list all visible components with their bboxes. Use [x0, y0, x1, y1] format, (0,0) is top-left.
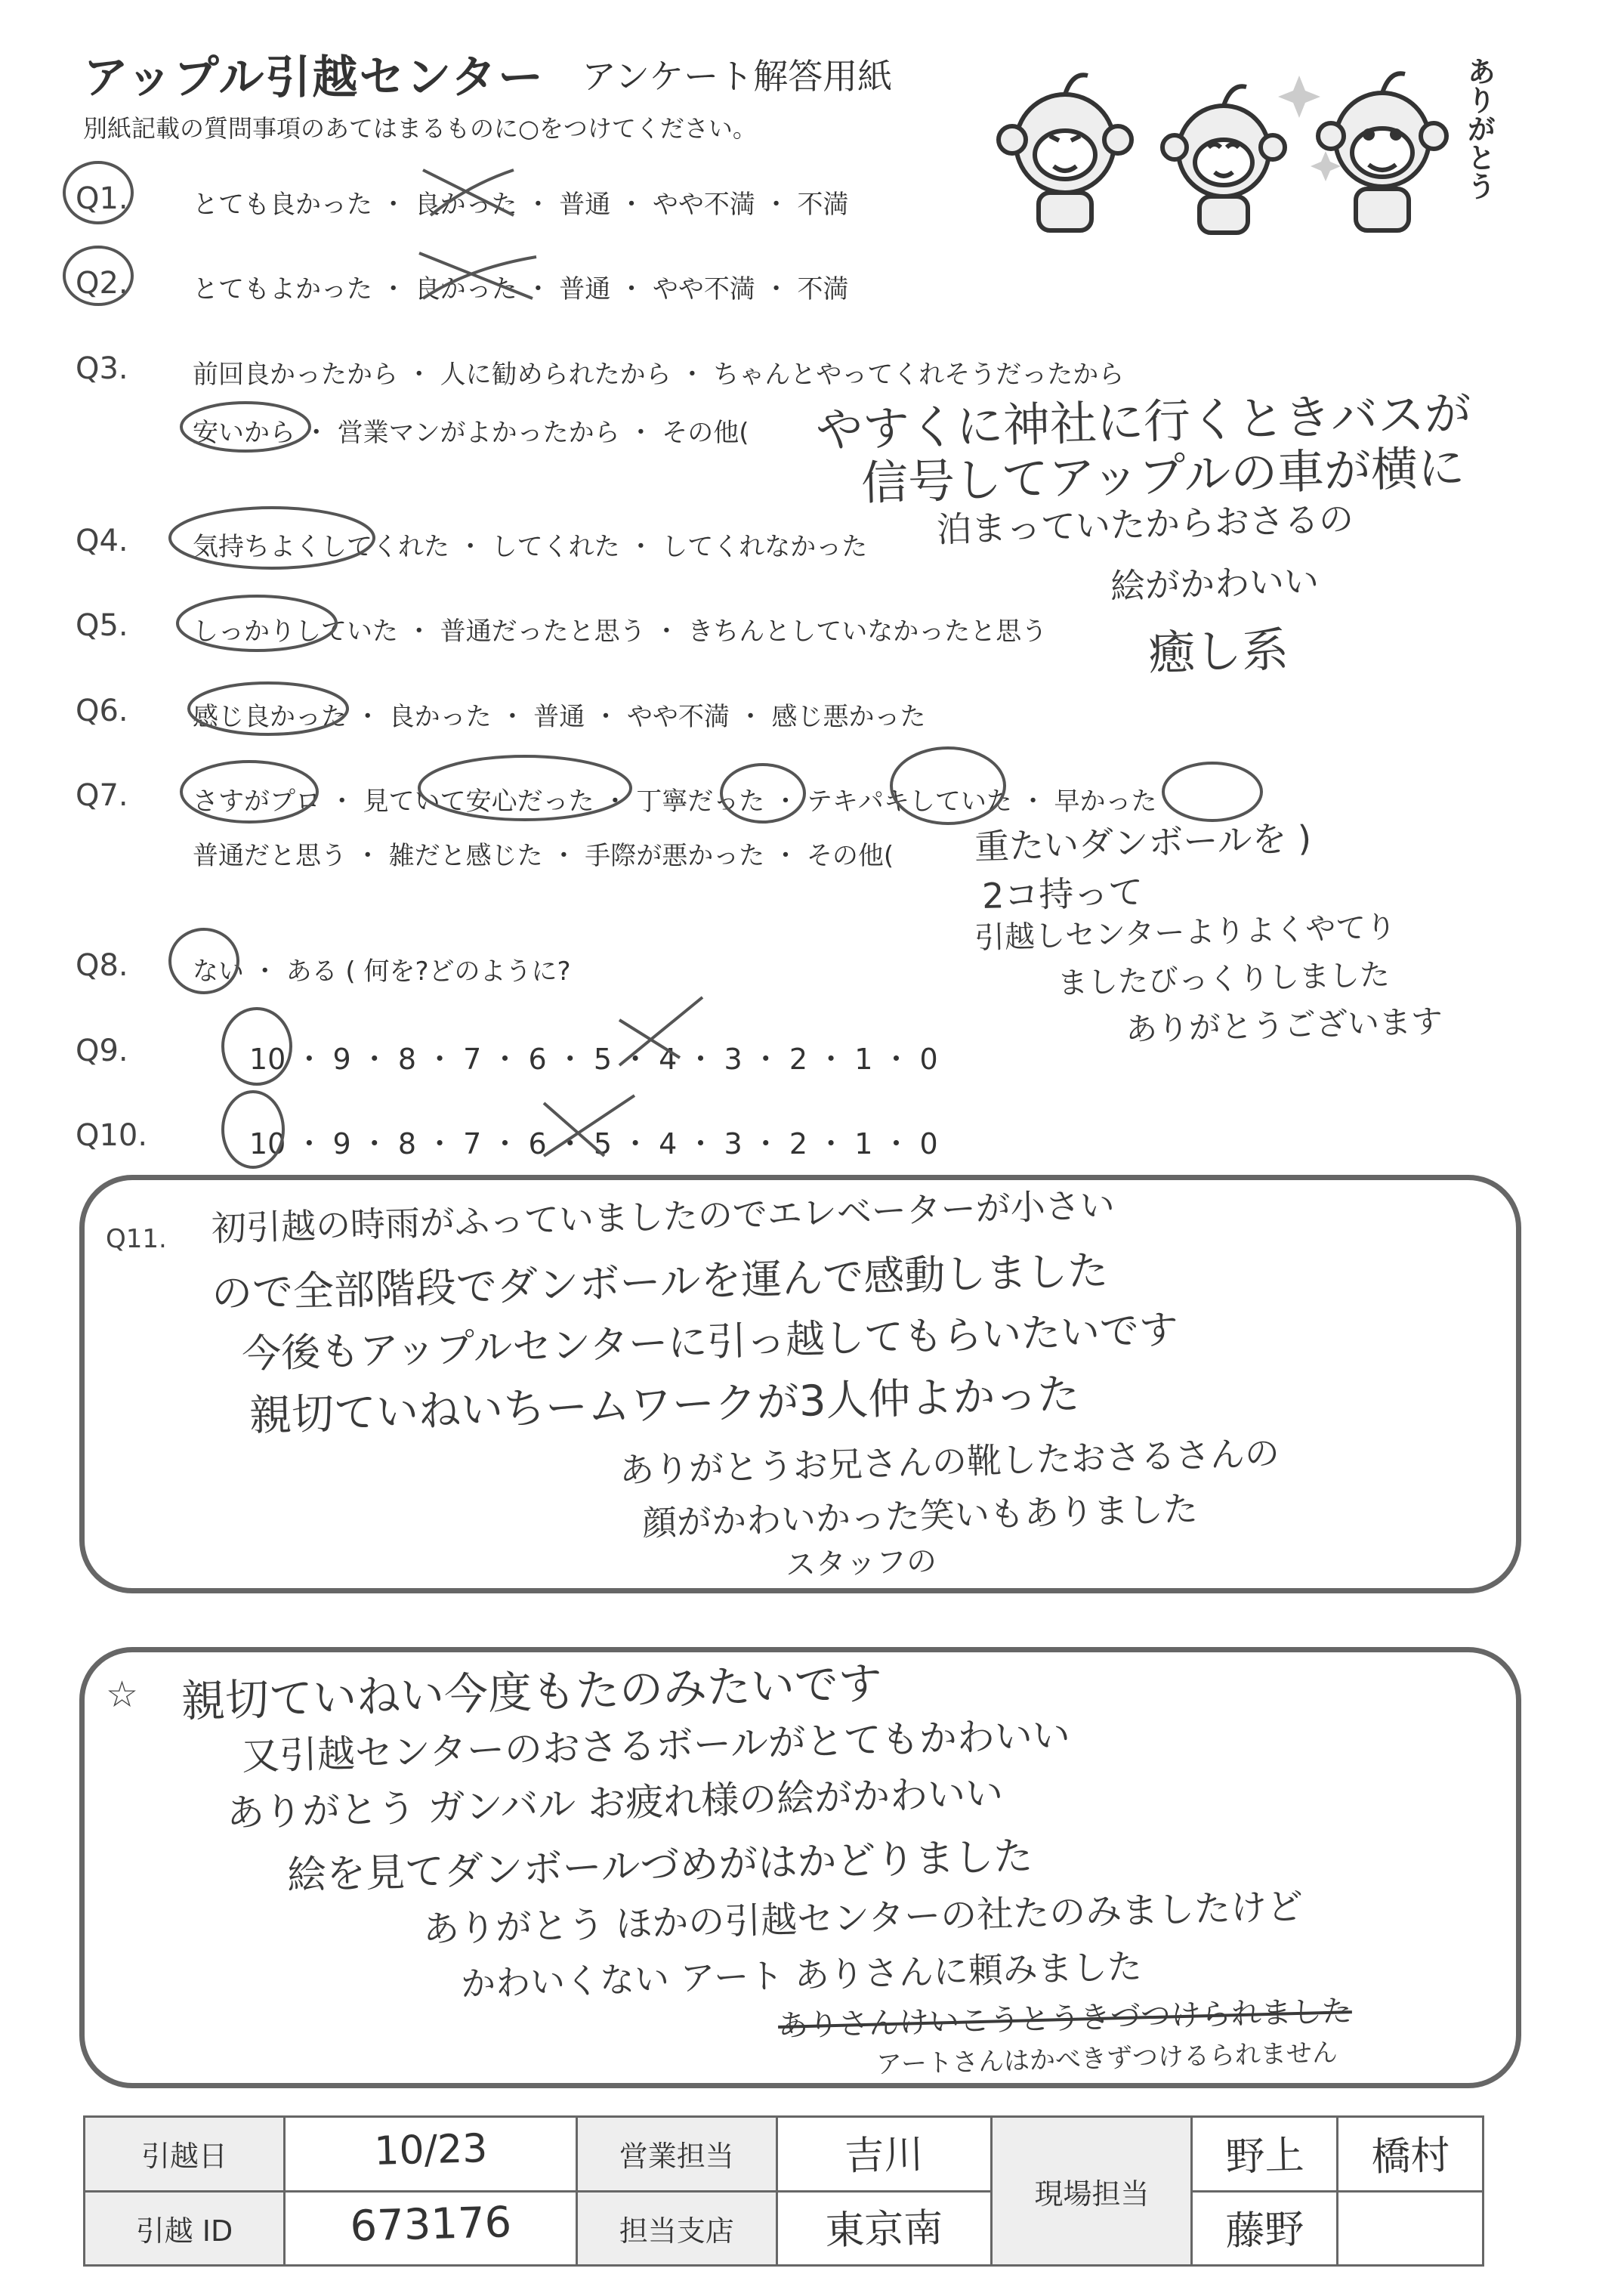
sales-label: 営業担当	[576, 2117, 776, 2192]
site-staff-1: 野上	[1191, 2112, 1338, 2191]
q6-label: Q6.	[76, 694, 128, 728]
star-handwriting-8: アートさんはかべきずつけるられません	[875, 2038, 1338, 2080]
q3-other-handwriting-1: やすくに神社に行くときバスが	[815, 385, 1472, 458]
star-icon: ☆	[106, 1673, 139, 1716]
q11-handwriting-6: 顔がかわいかった笑いもありました	[641, 1488, 1199, 1544]
q7-options-line1: さすがプロ ・ 見ていて安心だった ・ 丁寧だった ・ テキパキしていた ・ 早かった	[193, 786, 1157, 817]
star-handwriting-6: かわいくない アート ありさんに頼みました	[460, 1945, 1143, 2004]
q9-label: Q9.	[76, 1034, 128, 1068]
move-date-value: 10/23	[283, 2109, 577, 2191]
q7-other-handwriting-1: 重たいダンボールを )	[974, 817, 1312, 867]
q1-options: とても良かった ・ 良かった ・ 普通 ・ やや不満 ・ 不満	[193, 190, 849, 220]
q4-label: Q4.	[76, 524, 128, 558]
star-handwriting-2: 又引越センターのおさるボールがとてもかわいい	[241, 1713, 1071, 1778]
move-date-label: 引越日	[85, 2117, 285, 2192]
q11-handwriting-7: スタッフの	[785, 1544, 937, 1583]
star-handwriting-3: ありがとう ガンバル お疲れ様の絵がかわいい	[226, 1771, 1004, 1835]
q3-other-handwriting-3: 泊まっていたからおさるの	[936, 498, 1354, 550]
q7-other-handwriting-2: 2コ持って	[981, 871, 1144, 916]
q3-options-line2: 安いから ・ 営業マンがよかったから ・ その他(	[193, 418, 749, 448]
monkey-mascot-right-icon	[1318, 73, 1446, 230]
site-label: 現場担当	[992, 2117, 1192, 2266]
q11-handwriting-1: 初引越の時雨がふっていましたのでエレベーターが小さい	[211, 1184, 1116, 1249]
q11-handwriting-2: ので全部階段でダンボールを運んで感動しました	[211, 1246, 1109, 1318]
site-staff-3: 藤野	[1191, 2187, 1338, 2266]
monkey-mascot-left-icon	[999, 75, 1132, 230]
q9-scale: 10 ・ 9 ・ 8 ・ 7 ・ 6 ・ 5 ・ 4 ・ 3 ・ 2 ・ 1 ・ 0	[249, 1043, 938, 1076]
star-handwriting-5: ありがとう ほかの引越センターの社たのみましたけど	[422, 1885, 1304, 1951]
branch-label: 担当支店	[576, 2191, 776, 2266]
q11-label: Q11.	[106, 1224, 167, 1254]
star-handwriting-1: 親切ていねい今度もたのみたいです	[181, 1657, 883, 1727]
q4-options: 気持ちよくしてくれた ・ してくれた ・ してくれなかった	[193, 532, 868, 562]
monkey-mascots-illustration	[982, 45, 1480, 242]
move-id-label: 引越 ID	[85, 2191, 285, 2266]
footer-info-table	[83, 2115, 1484, 2267]
company-title: アップル引越センター	[83, 51, 545, 104]
q11-handwriting-5: ありがとうお兄さんの靴したおさるさんの	[619, 1432, 1280, 1491]
q3-other-handwriting-5: 癒し系	[1147, 622, 1290, 681]
q2-options: とてもよかった ・ 良かった ・ 普通 ・ やや不満 ・ 不満	[193, 274, 849, 304]
site-staff-empty	[1338, 2191, 1484, 2266]
q5-label: Q5.	[76, 608, 128, 643]
thanks-vertical-text: ありがとう	[1462, 57, 1496, 200]
q7-label: Q7.	[76, 778, 128, 813]
instruction-text: 別紙記載の質問事項のあてはまるものに○をつけてください。	[83, 114, 757, 143]
q3-options-line1: 前回良かったから ・ 人に勧められたから ・ ちゃんとやってくれそうだったから	[193, 360, 1125, 390]
q8-label: Q8.	[76, 948, 128, 983]
q8-options: ない ・ ある ( 何を?どのように?	[193, 956, 571, 987]
q11-handwriting-4: 親切ていねいちームワークが3人仲よかった	[249, 1370, 1081, 1441]
q7-other-handwriting-4: ましたびっくりしました	[1057, 957, 1391, 1001]
q11-handwriting-3: 今後もアップルセンターに引っ越してもらいたいです	[241, 1307, 1179, 1377]
monkey-mascot-middle-icon	[1162, 86, 1285, 233]
q3-other-handwriting-4: 絵がかわいい	[1110, 560, 1320, 607]
q3-label: Q3.	[76, 351, 128, 386]
form-subtitle: アンケート解答用紙	[582, 56, 893, 97]
q7-other-handwriting-5: ありがとうございます	[1125, 1003, 1443, 1048]
q5-options: しっかりしていた ・ 普通だったと思う ・ きちんとしていなかったと思う	[193, 617, 1048, 647]
q2-label: Q2.	[76, 266, 128, 301]
q10-label: Q10.	[76, 1118, 148, 1153]
site-staff-2: 橋村	[1336, 2112, 1484, 2191]
q7-options-line2: 普通だと思う ・ 雑だと感じた ・ 手際が悪かった ・ その他(	[193, 841, 894, 871]
q7-other-handwriting-3: 引越しセンターよりよくやてり	[974, 910, 1397, 956]
q3-other-handwriting-2: 信号してアップルの車が横に	[860, 440, 1465, 511]
q1-label: Q1.	[76, 181, 128, 216]
move-id-value: 673176	[283, 2183, 577, 2266]
sales-value: 吉川	[776, 2111, 993, 2191]
q6-options: 感じ良かった ・ 良かった ・ 普通 ・ やや不満 ・ 感じ悪かった	[193, 702, 926, 732]
q10-scale: 10 ・ 9 ・ 8 ・ 7 ・ 6 ・ 5 ・ 4 ・ 3 ・ 2 ・ 1 ・ 0	[249, 1127, 938, 1160]
branch-value: 東京南	[776, 2186, 993, 2266]
star-handwriting-4: 絵を見てダンボールづめがはかどりました	[286, 1834, 1034, 1899]
star-handwriting-7: ありさんけいこうとうきづつけられました	[777, 1994, 1353, 2044]
